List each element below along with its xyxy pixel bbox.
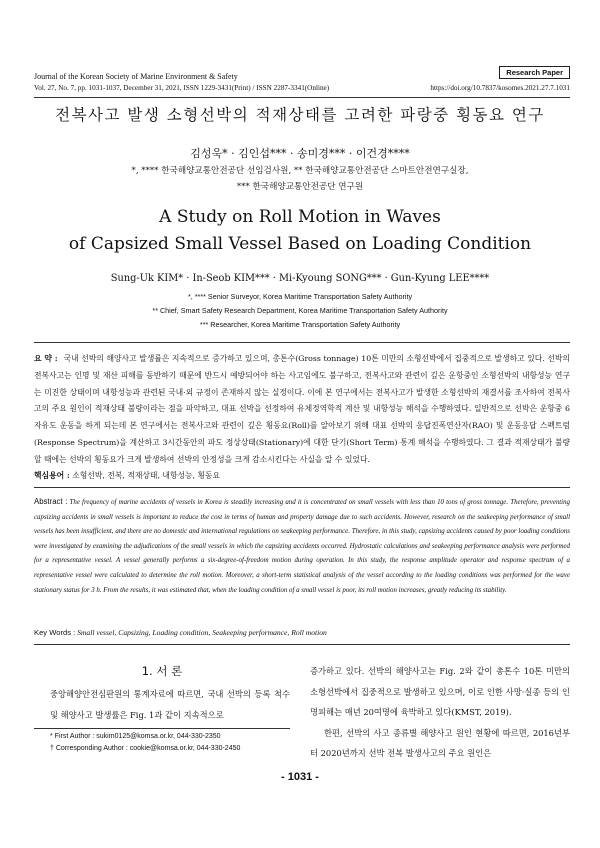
section-heading-introduction: 1. 서 론 [141,664,183,678]
korean-authors: 김성욱* · 김인섭*** · 송미경*** · 이건경**** [190,147,410,160]
abstract-top-divider [34,342,570,343]
english-affiliation-1: *, **** Senior Surveyor, Korea Maritime Transportation Safety Authority [187,292,413,301]
korean-abstract-text: 국내 선박의 해양사고 발생률은 지속적으로 증가하고 있으며, 총톤수(Gross tonnage) 10톤 미만의 소형선박에서 집중적으로 발생하고 있다. 선박의 전복사고는 인명 및 재산 피해를 동반하기 때문에 반드시 예방되어야 하는 사고임에도 불구하고, 전복사고와 관련이 깊은 운항중인 소형선박의 내항성능 연구는 미진한 상태이며 내항성능과 관련된 국내·외 규정이 존재하지 않는 실정이다. 이에 본 연구에서는 전복사고가 발생한 소형선박의 재결서를 조사하여 전복사고의 주요 원인이 적재상태 불량이라는 점을 파악하고, 대표 선박을 선정하여 유체정역학적 계산 및 내항성능 해석을 수행하였다. 일반적으로 선박은 운항중 6자유도 운동을 하게 되는데 본 연구에서는 전복사고와 관련이 깊은 횡동요(Roll)를 알아보기 위해 대표 선박의 응답진폭연산자(RAO) 및 운동응답 스펙트럼(Response Spectrum)을 계산하고 3시간동안의 파도 정상상태(Stationary)에 대한 단기(Short Term) 통계 해석을 수행하였다. 그 결과 적재상태가 불량할 때에는 선박의 횡동요가 크게 발생하여 선박의 안정성을 크게 감소시킨다는 사실을 알 수 있었다. [34,354,571,464]
english-keywords-text: Small vessel, Capsizing, Loading condition, Seakeeping performance, Roll motion [77,628,327,637]
english-keywords-label: Key Words : [34,628,76,637]
korean-keywords-label: 핵심용어 : [34,471,70,480]
korean-keywords-text: 소형선박, 전복, 적재상태, 내항성능, 횡동요 [72,471,221,480]
first-author-footnote: * First Author : sukim0125@komsa.or.kr, 044-330-2350 [50,733,221,740]
english-abstract-label: Abstract : [34,497,68,506]
doi-link[interactable]: https://doi.org/10.7837/kosomes.2021.27.7.1031 [430,84,570,92]
page-number: - 1031 - [281,771,319,783]
corresponding-author-footnote: † Corresponding Author : cookie@komsa.or.kr, 044-330-2450 [50,745,241,752]
body-divider [34,644,570,645]
left-column-paragraph: 중앙해양안전심판원의 통계자료에 따르면, 국내 선박의 등록 척수 및 해양사고 발생률은 Fig. 1과 같이 지속적으로 [50,689,290,720]
keywords-divider [34,487,570,488]
footnote-divider [34,728,290,729]
korean-abstract [34,351,570,469]
english-title-line-2: of Capsized Small Vessel Based on Loading Condition [68,234,532,254]
article-type-badge: Research Paper [499,66,570,79]
korean-title: 전복사고 발생 소형선박의 적재상태를 고려한 파랑중 횡동요 연구 [55,106,545,124]
korean-affiliation-1: *, **** 한국해양교통안전공단 선임검사원, ** 한국해양교통안전공단 스마트안전연구실장, [131,166,469,176]
right-column-paragraph-1: 증가하고 있다. 선박의 해양사고는 Fig. 2와 같이 총톤수 10톤 미만의 소형선박에서 집중적으로 발생하고 있으며, 이로 인한 사망·실종 등의 인명피해는 매년 20여명에 육박하고 있다(KMST, 2019). [310,666,570,717]
english-affiliation-3: *** Researcher, Korea Maritime Transportation Safety Authority [199,320,401,329]
english-keywords [34,628,327,637]
right-column [310,661,570,764]
english-authors: Sung-Uk KIM* · In-Seob KIM*** · Mi-Kyoung SONG*** · Gun-Kyung LEE**** [110,273,490,284]
journal-name: Journal of the Korean Society of Marine Environment & Safety [34,72,238,81]
volume-info: Vol. 27, No. 7, pp. 1031-1037, December 31, 2021, ISSN 1229-3431(Print) / ISSN 2287-3341(Online) [34,84,330,92]
english-abstract [34,495,570,598]
english-affiliation-2: ** Chief, Smart Safety Research Department, Korea Maritime Transportation Safety Authority [152,306,448,315]
right-column-paragraph-2: 한편, 선박의 사고 종류별 해양사고 원인 현황에 따르면, 2016년부터 2020년까지 선박 전복 발생사고의 주요 원인은 [310,727,570,758]
korean-affiliation-2: *** 한국해양교통안전공단 연구원 [236,182,364,192]
korean-keywords [34,470,220,481]
korean-abstract-label: 요 약 : [34,354,58,363]
english-abstract-text: The frequency of marine accidents of vessels in Korea is steadily increasing and it is concentrated on small vessels with less than 10 tons of gross tonnage. Therefore, preventing capsizing accidents in small vessels is important to reduce the cost in terms of human and property damage due to such accidents. However, research on the seakeeping performance of small vessels has been insufficient, and there are no domestic and international regulations on seakeeping performance. Therefore, in this study, capsizing accidents caused by poor loading conditions were investigated by examining the adjudications of the small vessels in which the capsizing accidents occurred. Hydrostatic calculations and seakeeping performance analysis were performed for a representative vessel. A vessel generally performs a six-degree-of-freedom motion during operation. In this study, the response amplitude operator and response spectrum of a representative vessel were calculated to determine the roll motion. Moreover, a short-term statistical analysis of the vessel according to the loading conditions was performed for the wave stationary status for 3 h. From the results, it was estimated that, when the loading condition of a small vessel is poor, its roll motion increases, greatly reducing its stability. [34,499,570,594]
english-title-line-1: A Study on Roll Motion in Waves [159,207,441,227]
header-divider [34,97,570,98]
